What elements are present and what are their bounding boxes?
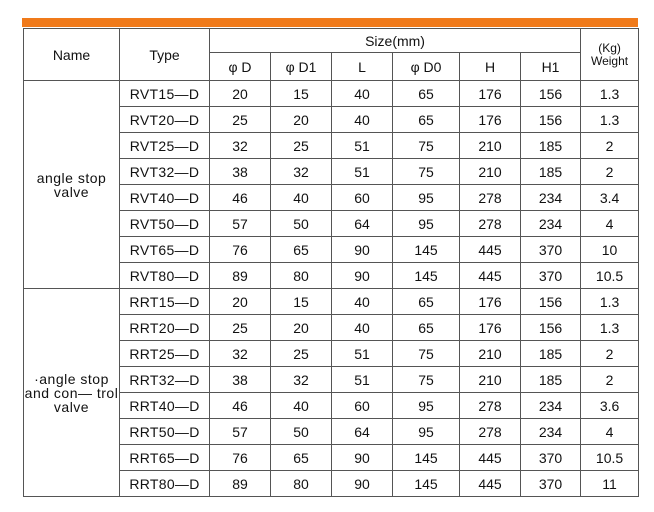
cell-h: 176 (460, 81, 521, 107)
cell-d1: 80 (271, 263, 332, 289)
cell-w: 10 (581, 237, 639, 263)
cell-h: 210 (460, 367, 521, 393)
header-size: Size(mm) (210, 29, 581, 53)
cell-d1: 65 (271, 445, 332, 471)
cell-h1: 370 (521, 445, 581, 471)
cell-d: 25 (210, 315, 271, 341)
cell-w: 3.4 (581, 185, 639, 211)
cell-h: 278 (460, 185, 521, 211)
cell-d: 38 (210, 159, 271, 185)
cell-d0: 95 (393, 419, 460, 445)
cell-h1: 185 (521, 341, 581, 367)
cell-h: 210 (460, 133, 521, 159)
cell-d1: 50 (271, 211, 332, 237)
cell-h: 445 (460, 471, 521, 497)
header-col-h: H (460, 53, 521, 81)
cell-h: 278 (460, 419, 521, 445)
cell-d0: 65 (393, 107, 460, 133)
cell-h1: 370 (521, 263, 581, 289)
cell-h: 176 (460, 107, 521, 133)
cell-h1: 234 (521, 211, 581, 237)
cell-h: 445 (460, 445, 521, 471)
cell-d0: 95 (393, 185, 460, 211)
cell-w: 4 (581, 419, 639, 445)
cell-w: 2 (581, 367, 639, 393)
cell-d1: 40 (271, 185, 332, 211)
cell-type: RRT80—D (120, 471, 210, 497)
cell-d1: 20 (271, 315, 332, 341)
cell-type: RRT40—D (120, 393, 210, 419)
cell-d: 46 (210, 393, 271, 419)
cell-l: 90 (332, 237, 393, 263)
cell-d: 46 (210, 185, 271, 211)
cell-d0: 65 (393, 315, 460, 341)
cell-d1: 15 (271, 81, 332, 107)
cell-l: 64 (332, 419, 393, 445)
header-type: Type (120, 29, 210, 81)
cell-d0: 145 (393, 263, 460, 289)
cell-l: 60 (332, 185, 393, 211)
cell-l: 51 (332, 159, 393, 185)
cell-d: 20 (210, 289, 271, 315)
header-col-d: φ D (210, 53, 271, 81)
cell-h: 278 (460, 393, 521, 419)
cell-d0: 145 (393, 471, 460, 497)
cell-d1: 20 (271, 107, 332, 133)
cell-type: RVT65—D (120, 237, 210, 263)
cell-h1: 234 (521, 419, 581, 445)
cell-h: 278 (460, 211, 521, 237)
cell-l: 40 (332, 107, 393, 133)
cell-w: 1.3 (581, 315, 639, 341)
cell-w: 2 (581, 133, 639, 159)
cell-h1: 185 (521, 159, 581, 185)
cell-l: 90 (332, 445, 393, 471)
cell-h: 176 (460, 289, 521, 315)
cell-d0: 95 (393, 393, 460, 419)
cell-d: 20 (210, 81, 271, 107)
cell-l: 40 (332, 315, 393, 341)
cell-h: 176 (460, 315, 521, 341)
cell-d: 32 (210, 341, 271, 367)
header-col-h1: H1 (521, 53, 581, 81)
cell-d0: 65 (393, 81, 460, 107)
table-body (24, 81, 639, 497)
cell-d1: 80 (271, 471, 332, 497)
cell-w: 11 (581, 471, 639, 497)
cell-type: RRT65—D (120, 445, 210, 471)
valve-spec-table (23, 28, 639, 497)
cell-type: RRT25—D (120, 341, 210, 367)
cell-h1: 185 (521, 367, 581, 393)
header-weight (581, 29, 639, 81)
cell-d: 57 (210, 419, 271, 445)
header-col-d0: φ D0 (393, 53, 460, 81)
cell-l: 40 (332, 81, 393, 107)
cell-type: RVT40—D (120, 185, 210, 211)
cell-d0: 75 (393, 133, 460, 159)
weight-unit: (Kg) (598, 40, 621, 55)
cell-h1: 156 (521, 107, 581, 133)
group-name: angle stop valve (24, 81, 120, 289)
cell-d1: 40 (271, 393, 332, 419)
cell-type: RVT32—D (120, 159, 210, 185)
cell-type: RRT15—D (120, 289, 210, 315)
cell-d: 38 (210, 367, 271, 393)
cell-d0: 75 (393, 159, 460, 185)
header-col-l: L (332, 53, 393, 81)
cell-h1: 370 (521, 237, 581, 263)
cell-w: 4 (581, 211, 639, 237)
cell-d: 89 (210, 263, 271, 289)
cell-h1: 156 (521, 315, 581, 341)
cell-d: 25 (210, 107, 271, 133)
cell-l: 51 (332, 341, 393, 367)
cell-d0: 75 (393, 341, 460, 367)
cell-w: 3.6 (581, 393, 639, 419)
cell-d: 89 (210, 471, 271, 497)
cell-d1: 32 (271, 159, 332, 185)
cell-type: RRT50—D (120, 419, 210, 445)
cell-d1: 50 (271, 419, 332, 445)
cell-type: RVT15—D (120, 81, 210, 107)
cell-type: RVT25—D (120, 133, 210, 159)
cell-h: 445 (460, 263, 521, 289)
cell-d1: 65 (271, 237, 332, 263)
cell-h: 210 (460, 159, 521, 185)
cell-l: 90 (332, 471, 393, 497)
cell-h1: 234 (521, 185, 581, 211)
cell-l: 40 (332, 289, 393, 315)
table-row (24, 289, 639, 315)
cell-d0: 145 (393, 445, 460, 471)
cell-h: 445 (460, 237, 521, 263)
header-name: Name (24, 29, 120, 81)
cell-w: 2 (581, 341, 639, 367)
cell-d1: 15 (271, 289, 332, 315)
cell-w: 1.3 (581, 107, 639, 133)
cell-d: 76 (210, 445, 271, 471)
cell-type: RRT20—D (120, 315, 210, 341)
cell-l: 90 (332, 263, 393, 289)
cell-l: 51 (332, 367, 393, 393)
cell-l: 64 (332, 211, 393, 237)
cell-type: RVT80—D (120, 263, 210, 289)
cell-w: 10.5 (581, 445, 639, 471)
cell-d1: 32 (271, 367, 332, 393)
weight-label: Weight (590, 53, 629, 68)
table-row (24, 81, 639, 107)
cell-h1: 370 (521, 471, 581, 497)
cell-d0: 65 (393, 289, 460, 315)
cell-type: RRT32—D (120, 367, 210, 393)
cell-d0: 95 (393, 211, 460, 237)
cell-d: 32 (210, 133, 271, 159)
cell-h1: 185 (521, 133, 581, 159)
cell-l: 60 (332, 393, 393, 419)
cell-type: RVT20—D (120, 107, 210, 133)
cell-d1: 25 (271, 133, 332, 159)
cell-h1: 156 (521, 289, 581, 315)
header-col-d1: φ D1 (271, 53, 332, 81)
cell-w: 10.5 (581, 263, 639, 289)
cell-w: 2 (581, 159, 639, 185)
cell-h: 210 (460, 341, 521, 367)
cell-l: 51 (332, 133, 393, 159)
cell-d: 76 (210, 237, 271, 263)
cell-d0: 75 (393, 367, 460, 393)
cell-d1: 25 (271, 341, 332, 367)
cell-d: 57 (210, 211, 271, 237)
cell-h1: 156 (521, 81, 581, 107)
group-name: ·angle stop and con— trol valve (24, 289, 120, 497)
cell-type: RVT50—D (120, 211, 210, 237)
cell-w: 1.3 (581, 289, 639, 315)
orange-header-bar (22, 18, 638, 27)
cell-d0: 145 (393, 237, 460, 263)
cell-w: 1.3 (581, 81, 639, 107)
cell-h1: 234 (521, 393, 581, 419)
